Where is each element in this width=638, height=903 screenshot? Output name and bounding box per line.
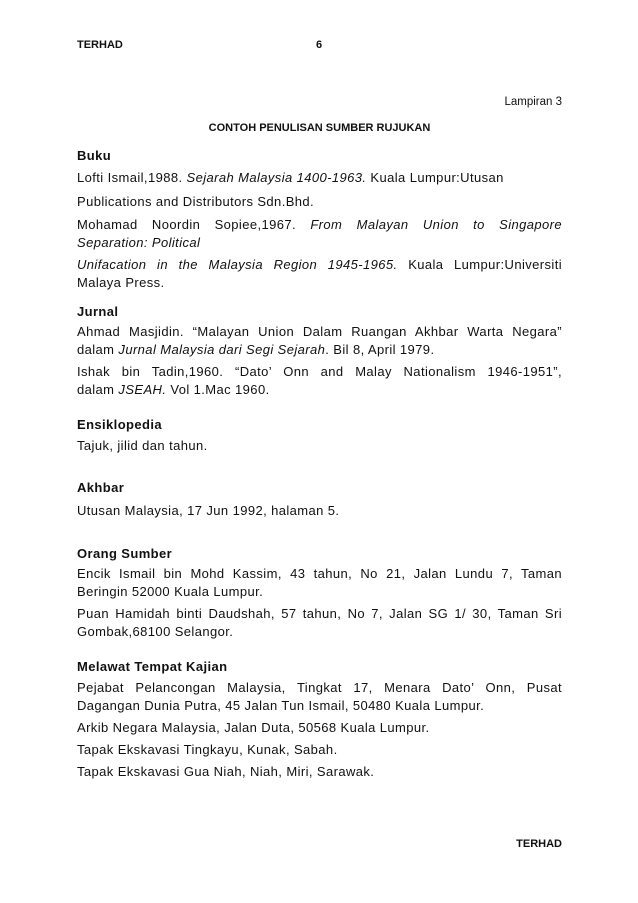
reference-line: Pejabat Pelancongan Malaysia, Tingkat 17, Menara Dato’ Onn, Pusat: [77, 680, 562, 695]
section-heading-orang-sumber: Orang Sumber: [77, 546, 173, 561]
section-jurnal: [77, 303, 562, 399]
reference-title: Sejarah Malaysia 1400-1963.: [186, 170, 367, 185]
reference-line: Malaya Press.: [77, 275, 165, 290]
reference-line: Dagangan Dunia Putra, 45 Jalan Tun Ismail, 50480 Kuala Lumpur.: [77, 698, 485, 713]
reference-entry: [77, 565, 562, 601]
reference-text: . Bil 8, April 1979.: [325, 342, 435, 357]
reference-entry: [77, 216, 562, 292]
page-number: 6: [316, 39, 323, 51]
reference-entry: [77, 363, 562, 399]
reference-line: Gombak,68100 Selangor.: [77, 624, 234, 639]
reference-line: Ishak bin Tadin,1960. “Dato’ Onn and Malay Nationalism 1946-1951”,: [77, 364, 562, 379]
reference-title: From Malayan Union to Singapore: [310, 217, 562, 232]
section-buku: [77, 147, 562, 292]
reference-line: [77, 234, 562, 252]
reference-line: Ahmad Masjidin. “Malayan Union Dalam Ruangan Akhbar Warta Negara”: [77, 324, 562, 339]
section-akhbar: [77, 479, 562, 520]
reference-entry: [77, 169, 562, 187]
header-classification: TERHAD: [77, 39, 123, 51]
appendix-label: Lampiran 3: [504, 96, 562, 108]
reference-entry-continued: Publications and Distributors Sdn.Bhd.: [77, 194, 315, 209]
reference-publisher: Kuala Lumpur:Universiti: [408, 257, 562, 272]
section-heading-buku: Buku: [77, 148, 112, 163]
reference-line: [77, 256, 562, 274]
section-heading-akhbar: Akhbar: [77, 480, 125, 495]
section-ensiklopedia: [77, 416, 562, 455]
reference-author: Mohamad Noordin Sopiee,1967.: [77, 217, 311, 232]
reference-entry: Arkib Negara Malaysia, Jalan Duta, 50568 Kuala Lumpur.: [77, 720, 430, 735]
section-heading-jurnal: Jurnal: [77, 304, 119, 319]
reference-title: Separation: Political: [77, 235, 201, 250]
reference-title: Unifacation in the Malaysia Region 1945-1965.: [77, 257, 398, 272]
reference-entry: Tapak Ekskavasi Gua Niah, Niah, Miri, Sarawak.: [77, 764, 375, 779]
reference-entry: [77, 323, 562, 359]
reference-entry: [77, 679, 562, 715]
reference-entry: Tajuk, jilid dan tahun.: [77, 438, 208, 453]
reference-line: [77, 381, 562, 399]
reference-line: [77, 341, 562, 359]
section-melawat-tempat-kajian: [77, 658, 562, 781]
reference-text: dalam: [77, 382, 119, 397]
reference-text: dalam: [77, 342, 119, 357]
reference-entry: [77, 605, 562, 641]
reference-title: JSEAH.: [118, 382, 167, 397]
section-heading-ensiklopedia: Ensiklopedia: [77, 417, 162, 432]
page-title: CONTOH PENULISAN SUMBER RUJUKAN: [208, 122, 431, 134]
reference-text: Vol 1.Mac 1960.: [166, 382, 270, 397]
footer-classification: TERHAD: [516, 838, 562, 850]
reference-line: Puan Hamidah binti Daudshah, 57 tahun, No 7, Jalan SG 1/ 30, Taman Sri: [77, 606, 562, 621]
reference-title: Jurnal Malaysia dari Segi Sejarah: [118, 342, 326, 357]
reference-entry: Utusan Malaysia, 17 Jun 1992, halaman 5.: [77, 503, 340, 518]
reference-publisher: Kuala Lumpur:Utusan: [366, 170, 504, 185]
reference-line: [77, 216, 562, 234]
reference-author: Lofti Ismail,1988.: [77, 170, 187, 185]
reference-line: Beringin 52000 Kuala Lumpur.: [77, 584, 264, 599]
section-orang-sumber: [77, 545, 562, 641]
section-heading-melawat: Melawat Tempat Kajian: [77, 659, 228, 674]
reference-entry: Tapak Ekskavasi Tingkayu, Kunak, Sabah.: [77, 742, 338, 757]
reference-line: Encik Ismail bin Mohd Kassim, 43 tahun, No 21, Jalan Lundu 7, Taman: [77, 566, 562, 581]
